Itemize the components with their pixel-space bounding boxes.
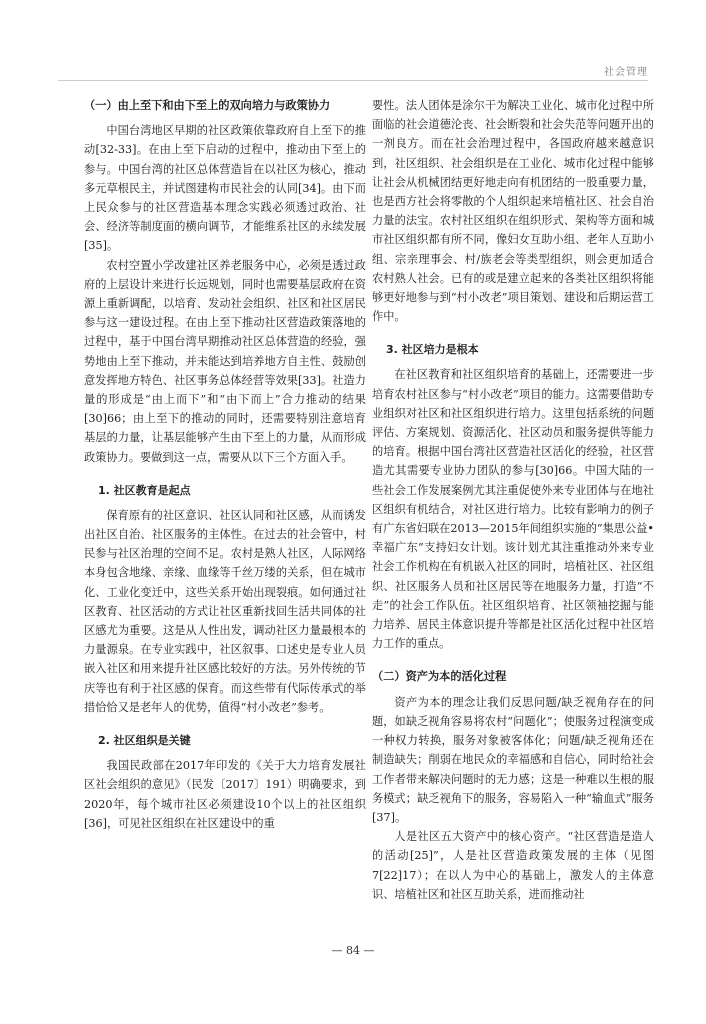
section-label: 社会管理 [604,67,648,78]
subsection-heading: 1. 社区教育是起点 [98,483,191,497]
paragraph: 在社区教育和社区组织培育的基础上，还需要进一步培育农村社区参与“村小改老”项目的能力。这需要借助专业组织对社区和社区组织进行培力。这里包括系统的问题评估、方案规划、资源活化、社区动员和服务提供等能力的培育。根据中国台湾社区营造社区活化的经验，社区营造尤其需要专业协力团队的参与[30]66。中国大陆的一些社会工作发展案例尤其注重促使外来专业团体与在地社区组织有机结合，对社区进行培力。比较有影响力的例子有广东省妇联在2013—2015年间组织实施的“集思公益•幸福广东”支持妇女计划。该计划尤其注重推动外来专业社会工作机构在有机嵌入社区的同时，培植社区、社区组织、社区服务人员和社区居民等在地服务力量，打造“不走”的社会工作队伍。社区组织培育、社区领袖挖掘与能力培养、居民主体意识提升等都是社区活化过程中社区培力工作的重点。 [372,368,654,651]
paragraph: 中国台湾地区早期的社区政策依靠政府自上至下的推动[32-33]。在由上至下启动的过程中，推动由下至上的参与。中国台湾的社区总体营造旨在以社区为核心，推动多元草根民主，并试图建构市民社会的认同[34]。由下而上民众参与的社区营造基本理念实践必须透过政治、社会、经济等制度面的横向调节，才能维系社区的永续发展[35]。 [84,124,366,253]
paragraph: 要性。法人团体是涂尔干为解决工业化、城市化过程中所面临的社会道德沦丧、社会断裂和社会失范等问题开出的一剂良方。而在社会治理过程中，各国政府越来越意识到，社区组织、社会组织是在工业化、城市化过程中能够让社会从机械团结更好地走向有机团结的一股重要力量，也是西方社会将零散的个人组织起来培植社区、社会自治力量的法宝。农村社区组织在组织形式、架构等方面和城市社区组织都有所不同，像妇女互助小组、老年人互助小组、宗亲理事会、村/族老会等类型组织，则会更加适合农村熟人社会。已有的或是建立起来的各类社区组织将能够更好地参与到“村小改老”项目策划、建设和后期运营工作中。 [372,99,654,324]
left-column [84,96,366,833]
section-heading-1: （一）由上至下和由下至上的双向培力与政策协力 [84,99,331,112]
paragraph: 保育原有的社区意识、社区认同和社区感，从而诱发出社区自治、社区服务的主体性。在过去的社会管中，村民参与社区治理的空间不足。农村是熟人社区，人际网络本身包含地缘、亲缘、血缘等千丝万缕的关系，但在城市化、工业化变迁中，这些关系开始出现裂痕。如何通过社区教育、社区活动的方式让社区重新找回生活共同体的社区感尤为重要。这是从人性出发，调动社区力量最根本的力量源泉。在专业实践中，社区叙事、口述史是专业人员嵌入社区和用来提升社区感比较好的方法。另外传统的节庆等也有利于社区感的保育。而这些带有代际传承式的举措恰恰又是老年人的优势，值得“村小改老”参考。 [84,508,366,714]
section-heading-2: （二）资产为本的活化过程 [372,670,507,684]
paragraph: 我国民政部在2017年印发的《关于大力培育发展社区社会组织的意见》（民发〔2017〕191）明确要求，到2020年，每个城市社区必须建设10个以上的社区组织[36]，可见社区组织在社区建设中的重 [84,759,366,830]
page-number: — 84 — [331,944,375,957]
right-column [372,96,654,904]
paragraph: 农村空置小学改建社区养老服务中心，必须是透过政府的上层设计来进行长远规划，同时也需要基层政府在资源上重新调配，以培育、发动社会组织、社区和社区居民参与这一建设过程。在由上至下推动社区营造政策落地的过程中，基于中国台湾早期推动社区总体营造的经验，强势地由上至下推动，并未能达到培养地方自主性、鼓励创意发挥地方特色、社区事务总体经营等效果[33]。社造力量的形成是“由上而下”和“由下而上”合力推动的结果[30]66；由上至下的推动的同时，还需要特别注意培育基层的力量，让基层能够产生由下至上的力量，从而形成政策协力。要做到这一点，需要从以下三个方面入手。 [84,258,366,464]
subsection-heading: 2. 社区组织是关键 [98,734,191,748]
header-divider [58,80,648,81]
subsection-heading: 3. 社区培力是根本 [386,343,479,357]
paragraph: 人是社区五大资产中的核心资产。“社区营造是造人的活动[25]”，人是社区营造政策发展的主体（见图7[22]17）；在以人为中心的基础上，激发人的主体意识、培植社区和社区互助关系，进而推动社 [372,830,654,901]
paragraph: 资产为本的理念让我们反思问题/缺乏视角存在的问题，如缺乏视角容易将农村“问题化”；使服务过程演变成一种权力转换，服务对象被客体化；问题/缺乏视角还在制造缺失；削弱在地民众的幸福感和自信心，同时给社会工作者带来解决问题时的无力感；这是一种难以生根的服务模式；缺乏视角下的服务，容易陷入一种“输血式”服务[37]。 [372,695,654,824]
